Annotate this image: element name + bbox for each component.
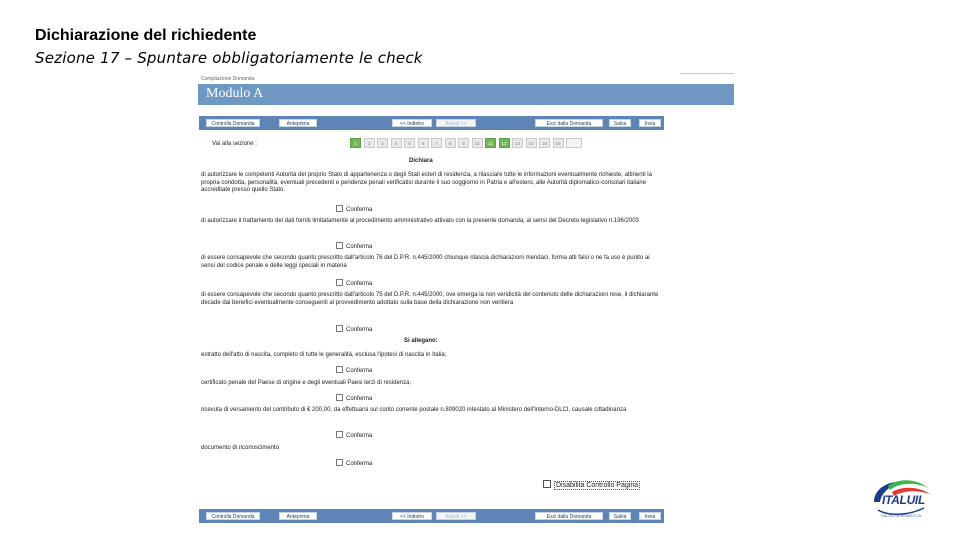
salva-button[interactable]: Salva bbox=[609, 512, 631, 520]
checkbox-icon[interactable] bbox=[336, 325, 343, 332]
attachment-1-confirm[interactable] bbox=[336, 366, 372, 373]
avanti-button[interactable]: Avanti >> bbox=[436, 512, 476, 520]
section-link-16[interactable]: 16 bbox=[553, 138, 564, 148]
esci-domanda-button[interactable]: Esci dalla Domanda bbox=[535, 512, 603, 520]
declaration-4-confirm[interactable] bbox=[336, 325, 372, 332]
slide-subtitle: Sezione 17 – Spuntare obbligatoriamente le check bbox=[35, 49, 423, 67]
declaration-2-text: di autorizzare il trattamento dei dati forniti limitatamente al procedimento amministrativo attivato con la presente domanda, ai sensi del Decreto legislativo n.196/2003 bbox=[201, 218, 639, 224]
section-link-7[interactable]: 7 bbox=[431, 138, 442, 148]
declaration-1-confirm[interactable] bbox=[336, 205, 372, 212]
form-screenshot bbox=[198, 72, 736, 527]
logo-tagline: ITALUIL PATRONATO UIL bbox=[881, 514, 922, 518]
anteprima-button[interactable]: Anteprima bbox=[279, 512, 317, 520]
section-link-12[interactable]: 12 bbox=[499, 138, 510, 148]
declaration-1-text: di autorizzare le competenti Autorità del proprio Stato di appartenenza o degli Stati esteri di residenza, a rilasciare tutte le informazioni eventualmente richieste, attinenti la propria condotta, personalità, eventuali precedenti e pendenze penali verificatisi durante il suo soggiorno in Patria e all'estero, alle Autorità diplomatico-consolari italiane accreditate presso quello Stato. bbox=[201, 172, 652, 193]
controlla-domanda-button[interactable]: Controlla Domanda bbox=[206, 512, 260, 520]
breadcrumb[interactable]: Compilazione Domanda bbox=[201, 76, 255, 82]
checkbox-icon[interactable] bbox=[336, 394, 343, 401]
disable-page-check-label: Disabilita Controllo Pagina bbox=[556, 482, 639, 489]
confirm-label: Conferma bbox=[346, 244, 373, 250]
module-banner bbox=[198, 84, 734, 105]
dichiara-heading: Dichiara bbox=[409, 158, 433, 164]
logo-wordmark: ITALUIL bbox=[882, 493, 925, 507]
salva-button[interactable]: Salva bbox=[609, 119, 631, 127]
section-link-4[interactable]: 4 bbox=[391, 138, 402, 148]
allegano-heading: Si allegano: bbox=[404, 338, 438, 344]
slide-title: Dichiarazione del richiedente bbox=[35, 27, 257, 44]
confirm-label: Conferma bbox=[346, 207, 373, 213]
checkbox-icon[interactable] bbox=[543, 480, 551, 488]
indietro-button[interactable]: << Indietro bbox=[392, 119, 432, 127]
anteprima-button[interactable]: Anteprima bbox=[279, 119, 317, 127]
attachment-1-text: estratto dell'atto di nascita, completo di tutte le generalità, esclusa l'ipotesi di nascita in Italia; bbox=[201, 352, 447, 358]
indietro-button[interactable]: << Indietro bbox=[392, 512, 432, 520]
declaration-3-confirm[interactable] bbox=[336, 279, 372, 286]
confirm-label: Conferma bbox=[346, 396, 373, 402]
checkbox-icon[interactable] bbox=[336, 205, 343, 212]
declaration-3-text: di essere consapevole che secondo quanto prescritto dall'articolo 76 del D.P.R. n.445/2000 chiunque rilascia dichiarazioni mendaci, forma atti falsi o ne fa uso è punito ai sensi del codice penale e delle leggi speciali in materia bbox=[201, 255, 650, 269]
module-title: Modulo A bbox=[206, 86, 264, 101]
section-link-9[interactable]: 9 bbox=[458, 138, 469, 148]
section-link-13[interactable]: 13 bbox=[512, 138, 523, 148]
confirm-label: Conferma bbox=[346, 433, 373, 439]
confirm-label: Conferma bbox=[346, 368, 373, 374]
section-link-11[interactable]: 11 bbox=[485, 138, 496, 148]
section-link-14[interactable]: 14 bbox=[526, 138, 537, 148]
section-link-17[interactable] bbox=[566, 138, 582, 148]
checkbox-icon[interactable] bbox=[336, 366, 343, 373]
section-link-2[interactable]: 2 bbox=[364, 138, 375, 148]
confirm-label: Conferma bbox=[346, 327, 373, 333]
checkbox-icon[interactable] bbox=[336, 459, 343, 466]
section-link-1[interactable]: 1 bbox=[350, 138, 361, 148]
section-link-15[interactable]: 15 bbox=[539, 138, 550, 148]
toolbar-top bbox=[199, 116, 664, 130]
toolbar-bottom bbox=[199, 509, 664, 523]
section-link-5[interactable]: 5 bbox=[404, 138, 415, 148]
checkbox-icon[interactable] bbox=[336, 431, 343, 438]
checkbox-icon[interactable] bbox=[336, 279, 343, 286]
section-link-10[interactable]: 10 bbox=[472, 138, 483, 148]
declaration-2-confirm[interactable] bbox=[336, 242, 372, 249]
declaration-4-text: di essere consapevole che secondo quanto prescritto dall'articolo 75 del D.P.R. n.445/2000, ove emerga la non veridicità del contenuto delle dichiarazioni rese, il dichiarante decade dai benefici eventualmente conseguenti al provvedimento adottato sulla base della dichiarazione non veritiera bbox=[201, 292, 659, 306]
esci-domanda-button[interactable]: Esci dalla Domanda bbox=[535, 119, 603, 127]
section-link-8[interactable]: 8 bbox=[445, 138, 456, 148]
disable-page-check[interactable] bbox=[543, 480, 640, 489]
italuil-logo bbox=[868, 476, 934, 522]
top-divider bbox=[680, 73, 734, 74]
attachment-2-text: certificato penale del Paese di origine e degli eventuali Paesi terzi di residenza; bbox=[201, 380, 412, 386]
attachment-3-confirm[interactable] bbox=[336, 431, 372, 438]
attachment-2-confirm[interactable] bbox=[336, 394, 372, 401]
section-link-3[interactable]: 3 bbox=[377, 138, 388, 148]
confirm-label: Conferma bbox=[346, 281, 373, 287]
section-nav-label: Vai alla sezione : bbox=[212, 141, 257, 147]
invia-button[interactable]: Invia bbox=[639, 119, 661, 127]
confirm-label: Conferma bbox=[346, 461, 373, 467]
controlla-domanda-button[interactable]: Controlla Domanda bbox=[206, 119, 260, 127]
attachment-4-text: documento di riconoscimento bbox=[201, 445, 280, 451]
section-link-6[interactable]: 6 bbox=[418, 138, 429, 148]
attachment-4-confirm[interactable] bbox=[336, 459, 372, 466]
attachment-3-text: ricevuta di versamento del contributo di € 200,00, da effettuarsi sul conto corrente postale n.809020 intestato al Ministero dell'Interno-DLCI, causale cittadinanza bbox=[201, 407, 627, 413]
checkbox-icon[interactable] bbox=[336, 242, 343, 249]
invia-button[interactable]: Invia bbox=[639, 512, 661, 520]
avanti-button[interactable]: Avanti >> bbox=[436, 119, 476, 127]
